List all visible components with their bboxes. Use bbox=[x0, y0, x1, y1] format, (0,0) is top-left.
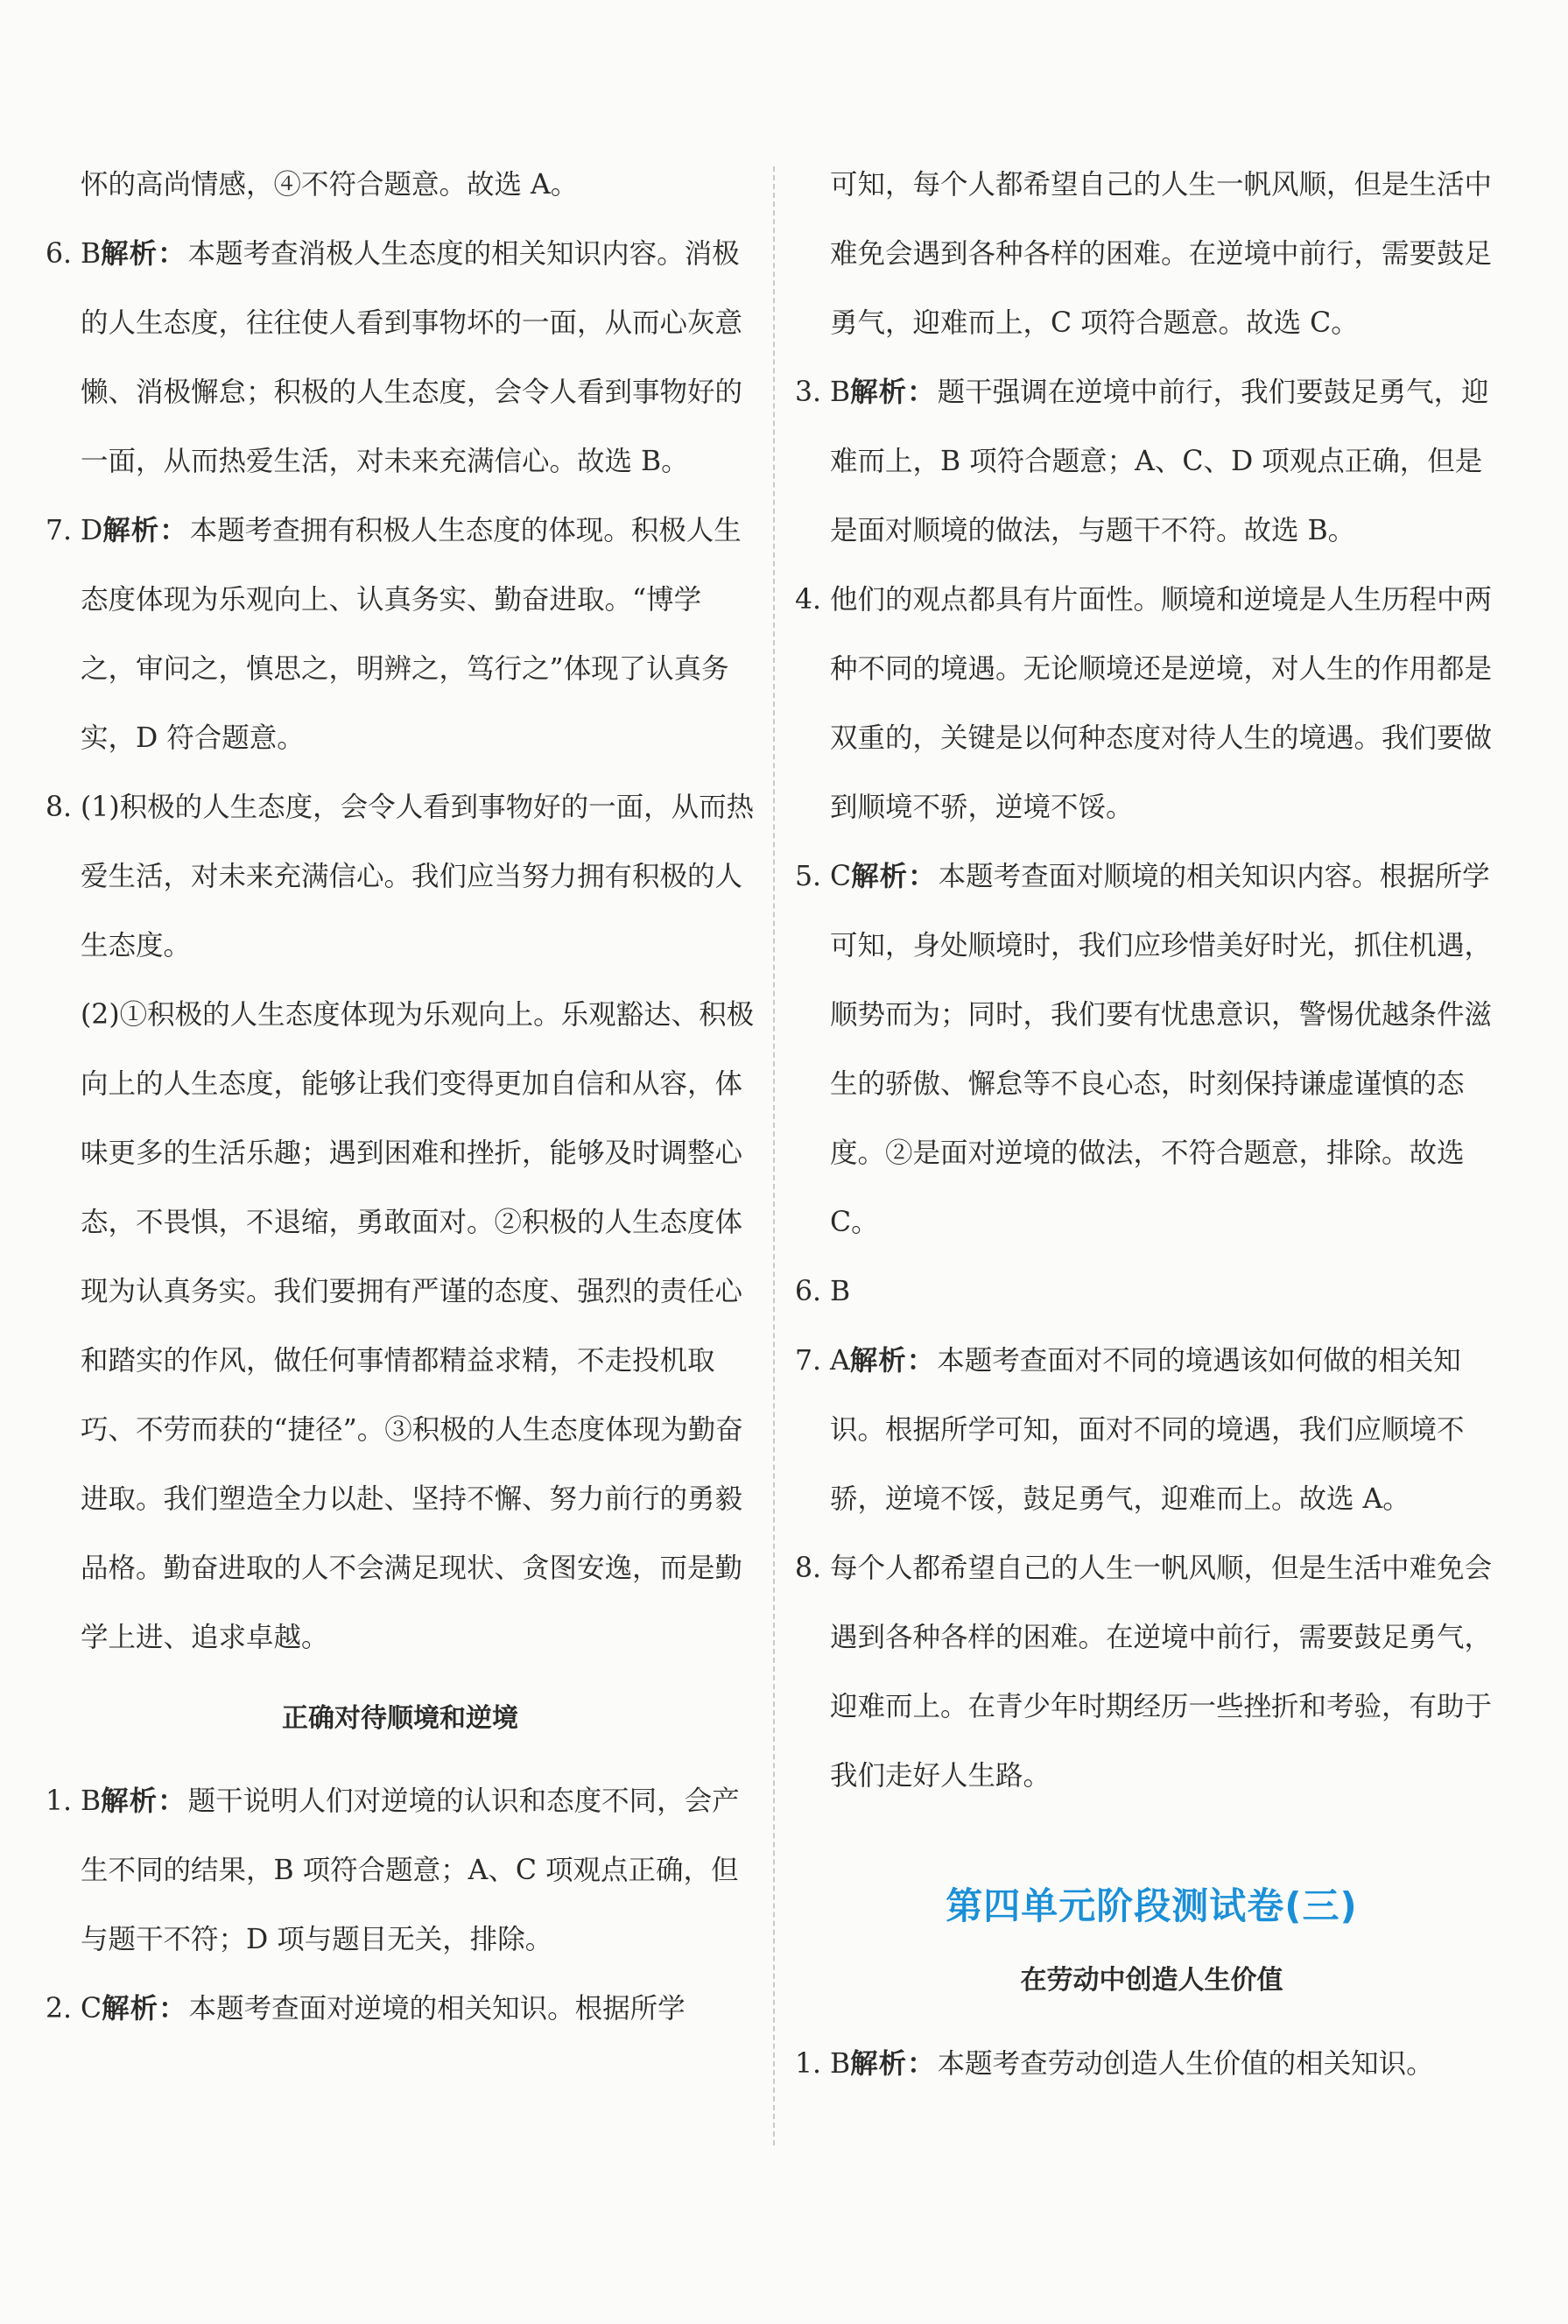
column-divider bbox=[773, 166, 775, 2145]
item-number: 6. bbox=[795, 1276, 822, 1307]
item-answer: C bbox=[830, 861, 852, 892]
section-title: 在劳动中创造人生价值 bbox=[1020, 1965, 1283, 1996]
item-number: 8. bbox=[795, 1553, 822, 1584]
item-number: 4. bbox=[795, 584, 822, 616]
answer-part-2: (2)①积极的人生态度体现为乐观向上。乐观豁达、积极向上的人生态度，能够让我们变得更加自信和从容，体味更多的生活乐趣；遇到困难和挫折，能够及时调整心态，不畏惧，不退缩，勇敢面对。②积极的人生态度体现为认真务实。我们要拥有严谨的态度、强烈的责任心和踏实的作风，做任何事情都精益求精，不走投机取巧、不劳而获的“捷径”。③积极的人生态度体现为勤奋进取。我们塑造全力以赴、坚持不懈、努力前行的勇毅品格。勤奋进取的人不会满足现状、贪图安逸，而是勤学上进、追求卓越。 bbox=[81, 999, 755, 1653]
item-answer: D bbox=[81, 515, 103, 546]
section-title: 正确对待顺境和逆境 bbox=[282, 1703, 518, 1734]
item-number: 7. bbox=[46, 515, 73, 546]
answer-item bbox=[795, 566, 1508, 842]
item-answer: B bbox=[830, 1276, 851, 1307]
analysis-label: 解析： bbox=[849, 1345, 936, 1377]
item-number: 6. bbox=[46, 238, 73, 270]
analysis-text: 本题考查面对不同的境遇该如何做的相关知识。根据所学可知，面对不同的境遇，我们应顺境不骄，逆境不馁，鼓足勇气，迎难而上。故选 A。 bbox=[830, 1345, 1465, 1515]
analysis-text: 题干强调在逆境中前行，我们要鼓足勇气，迎难而上，B 项符合题意；A、C、D 项观点正确，但是是面对顺境的做法，与题干不符。故选 B。 bbox=[830, 377, 1489, 546]
item-answer: C bbox=[81, 1993, 102, 2025]
right-column bbox=[795, 151, 1508, 2099]
answer-text: 他们的观点都具有片面性。顺境和逆境是人生历程中两种不同的境遇。无论顺境还是逆境，对人生的作用都是双重的，关键是以何种态度对待人生的境遇。我们要做到顺境不骄，逆境不馁。 bbox=[830, 584, 1493, 823]
analysis-label: 解析： bbox=[850, 2048, 936, 2080]
answer-item bbox=[795, 1534, 1508, 1811]
continuation-text: 可知，每个人都希望自己的人生一帆风顺，但是生活中难免会遇到各种各样的困难。在逆境中前行，需要鼓足勇气，迎难而上，C 项符合题意。故选 C。 bbox=[830, 169, 1493, 339]
answer-item bbox=[46, 496, 755, 773]
answer-item bbox=[795, 1257, 1508, 1327]
answer-part-1: (1)积极的人生态度，会令人看到事物好的一面，从而热爱生活，对未来充满信心。我们应当努力拥有积极的人生态度。 bbox=[81, 792, 755, 961]
answer-item bbox=[795, 2030, 1508, 2099]
analysis-text: 本题考查面对逆境的相关知识。根据所学 bbox=[188, 1993, 686, 2025]
answer-item bbox=[46, 1975, 755, 2044]
analysis-label: 解析： bbox=[101, 1785, 186, 1817]
item-answer: A bbox=[830, 1345, 850, 1377]
answer-item bbox=[795, 842, 1508, 1257]
item-number: 5. bbox=[795, 861, 822, 892]
item-number: 3. bbox=[795, 377, 822, 408]
answer-item bbox=[795, 1327, 1508, 1534]
analysis-label: 解析： bbox=[102, 1993, 187, 2025]
analysis-label: 解析： bbox=[851, 861, 937, 892]
answer-item bbox=[795, 358, 1508, 566]
unit-title: 第四单元阶段测试卷(三) bbox=[946, 1884, 1358, 1927]
item-answer: B bbox=[81, 238, 102, 270]
left-column bbox=[46, 151, 755, 2044]
item-number: 1. bbox=[46, 1785, 73, 1817]
item-number: 7. bbox=[795, 1345, 822, 1377]
item-number: 1. bbox=[795, 2048, 822, 2080]
analysis-label: 解析： bbox=[850, 377, 936, 408]
analysis-label: 解析： bbox=[102, 515, 188, 546]
item-answer: B bbox=[830, 377, 851, 408]
analysis-text: 本题考查消极人生态度的相关知识内容。消极的人生态度，往往使人看到事物坏的一面，从而心灰意懒、消极懈怠；积极的人生态度，会令人看到事物好的一面，从而热爱生活，对未来充满信心。故选 B。 bbox=[81, 238, 743, 477]
continuation-text: 怀的高尚情感，④不符合题意。故选 A。 bbox=[81, 169, 579, 201]
item-number: 8. bbox=[46, 792, 73, 823]
item-answer: B bbox=[81, 1785, 102, 1817]
answer-item bbox=[46, 220, 755, 496]
answer-item bbox=[46, 773, 755, 1673]
analysis-text: 本题考查劳动创造人生价值的相关知识。 bbox=[937, 2048, 1434, 2080]
analysis-text: 本题考查面对顺境的相关知识内容。根据所学可知，身处顺境时，我们应珍惜美好时光，抓住机遇，顺势而为；同时，我们要有忧患意识，警惕优越条件滋生的骄傲、懈怠等不良心态，时刻保持谦虚谨慎的态度。②是面对逆境的做法，不符合题意，排除。故选 C。 bbox=[830, 861, 1493, 1238]
analysis-text: 题干说明人们对逆境的认识和态度不同，会产生不同的结果，B 项符合题意；A、C 项观点正确，但与题干不符；D 项与题目无关，排除。 bbox=[81, 1785, 740, 1955]
analysis-label: 解析： bbox=[101, 238, 186, 270]
answer-item bbox=[46, 1767, 755, 1975]
item-answer: B bbox=[830, 2048, 851, 2080]
analysis-text: 本题考查拥有积极人生态度的体现。积极人生态度体现为乐观向上、认真务实、勤奋进取。“博学之，审问之，慎思之，明辨之，笃行之”体现了认真务实，D 符合题意。 bbox=[81, 515, 742, 754]
answer-text: 每个人都希望自己的人生一帆风顺，但是生活中难免会遇到各种各样的困难。在逆境中前行，需要鼓足勇气，迎难而上。在青少年时期经历一些挫折和考验，有助于我们走好人生路。 bbox=[830, 1553, 1493, 1792]
item-number: 2. bbox=[46, 1993, 73, 2025]
